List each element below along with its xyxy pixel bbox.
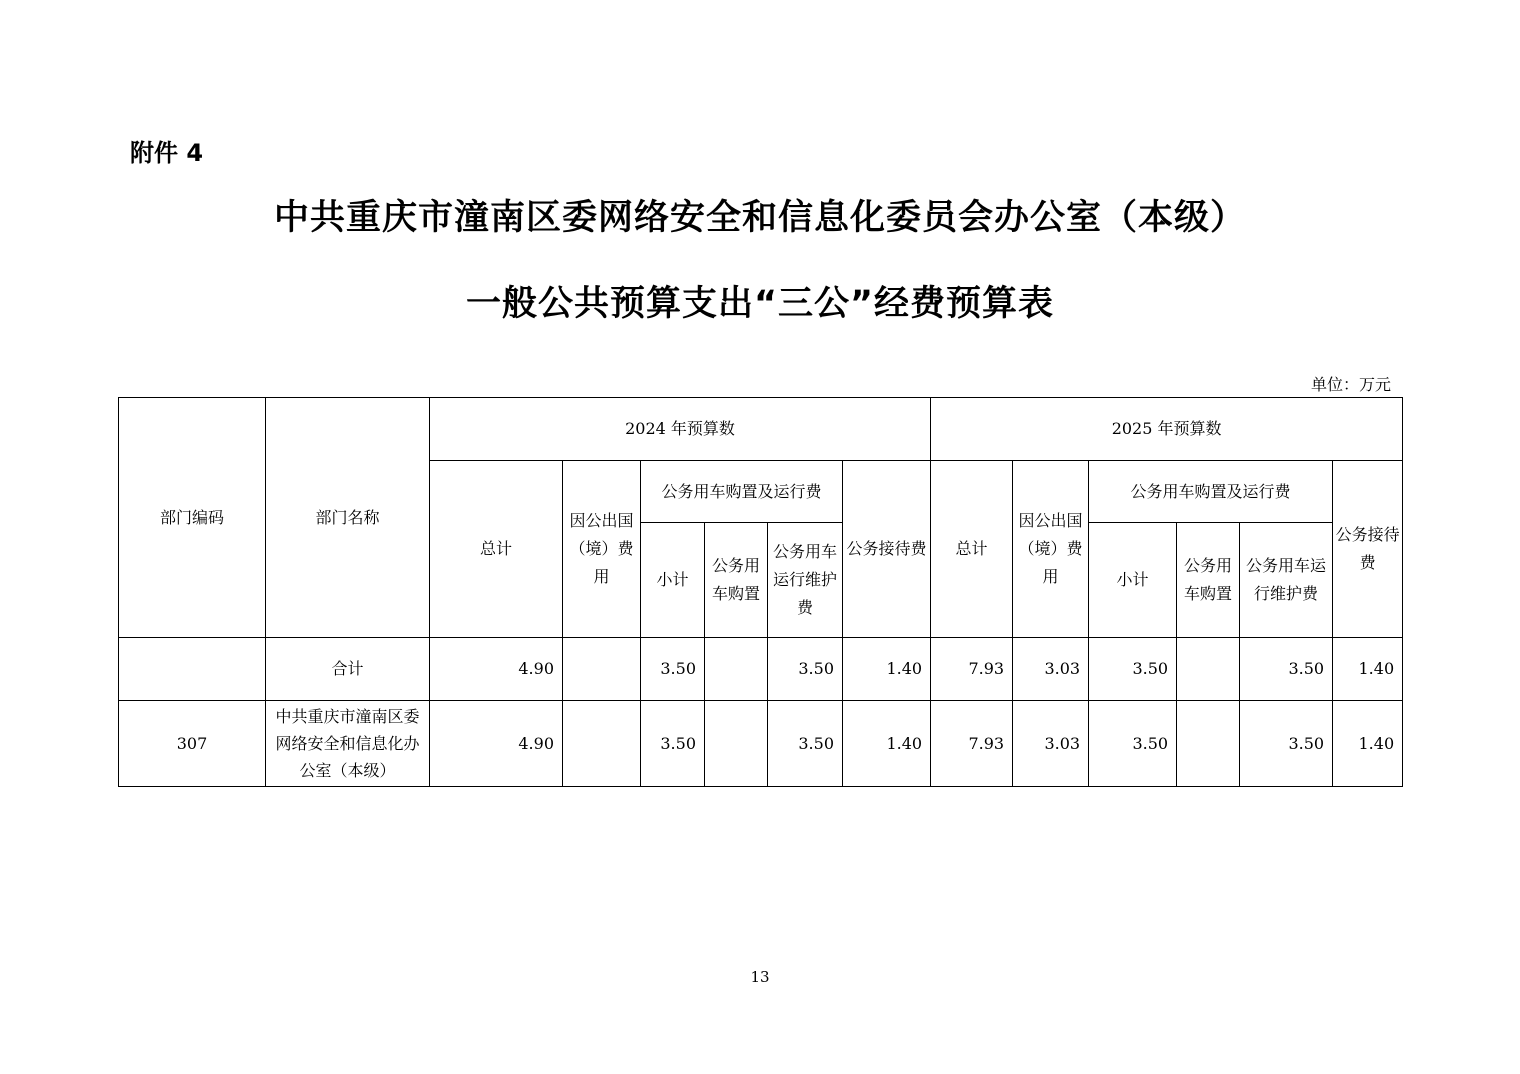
cell-2025-operation: 3.50 [1240, 701, 1333, 787]
attachment-label: 附件 4 [130, 139, 204, 167]
cell-2024-total: 4.90 [430, 701, 563, 787]
cell-2024-abroad [563, 701, 641, 787]
cell-2025-subtotal: 3.50 [1089, 701, 1177, 787]
header-2025-subtotal: 小计 [1089, 523, 1177, 638]
header-2024-abroad: 因公出国（境）费用 [563, 461, 641, 638]
cell-2024-abroad [563, 638, 641, 701]
cell-dept-code: 307 [119, 701, 266, 787]
budget-table [118, 397, 1403, 787]
header-2024-reception: 公务接待费 [843, 461, 931, 638]
header-2024-vehicle-group: 公务用车购置及运行费 [641, 461, 843, 523]
header-year-2025: 2025 年预算数 [931, 398, 1403, 461]
header-2024-vehicle-operation: 公务用车运行维护费 [768, 523, 843, 638]
header-2025-reception: 公务接待费 [1333, 461, 1403, 638]
header-dept-name: 部门名称 [266, 398, 430, 638]
table-row [119, 638, 1403, 701]
cell-2025-abroad: 3.03 [1013, 701, 1089, 787]
cell-2025-total: 7.93 [931, 638, 1013, 701]
header-dept-code: 部门编码 [119, 398, 266, 638]
cell-2025-abroad: 3.03 [1013, 638, 1089, 701]
cell-dept-name: 中共重庆市潼南区委网络安全和信息化办公室（本级） [266, 701, 430, 787]
cell-2025-operation: 3.50 [1240, 638, 1333, 701]
cell-2024-total: 4.90 [430, 638, 563, 701]
unit-label: 单位：万元 [1310, 375, 1391, 394]
header-2024-subtotal: 小计 [641, 523, 705, 638]
document-title-line2: 一般公共预算支出“三公”经费预算表 [465, 284, 1054, 324]
cell-dept-name: 合计 [266, 638, 430, 701]
header-2024-total: 总计 [430, 461, 563, 638]
header-2025-total: 总计 [931, 461, 1013, 638]
cell-2024-reception: 1.40 [843, 701, 931, 787]
header-2024-vehicle-purchase: 公务用车购置 [705, 523, 768, 638]
cell-2025-subtotal: 3.50 [1089, 638, 1177, 701]
cell-2025-reception: 1.40 [1333, 701, 1403, 787]
header-row-years [119, 398, 1403, 461]
cell-2024-reception: 1.40 [843, 638, 931, 701]
page-number: 13 [750, 968, 770, 986]
cell-dept-code [119, 638, 266, 701]
header-2025-vehicle-purchase: 公务用车购置 [1177, 523, 1240, 638]
cell-2025-purchase [1177, 638, 1240, 701]
cell-2025-purchase [1177, 701, 1240, 787]
header-year-2024: 2024 年预算数 [430, 398, 931, 461]
cell-2024-operation: 3.50 [768, 638, 843, 701]
header-2025-vehicle-group: 公务用车购置及运行费 [1089, 461, 1333, 523]
document-title-line1: 中共重庆市潼南区委网络安全和信息化委员会办公室（本级） [273, 198, 1246, 238]
cell-2024-operation: 3.50 [768, 701, 843, 787]
cell-2025-reception: 1.40 [1333, 638, 1403, 701]
table-row [119, 701, 1403, 787]
cell-2025-total: 7.93 [931, 701, 1013, 787]
header-2025-vehicle-operation: 公务用车运行维护费 [1240, 523, 1333, 638]
cell-2024-purchase [705, 638, 768, 701]
cell-2024-subtotal: 3.50 [641, 638, 705, 701]
cell-2024-subtotal: 3.50 [641, 701, 705, 787]
cell-2024-purchase [705, 701, 768, 787]
header-2025-abroad: 因公出国（境）费用 [1013, 461, 1089, 638]
